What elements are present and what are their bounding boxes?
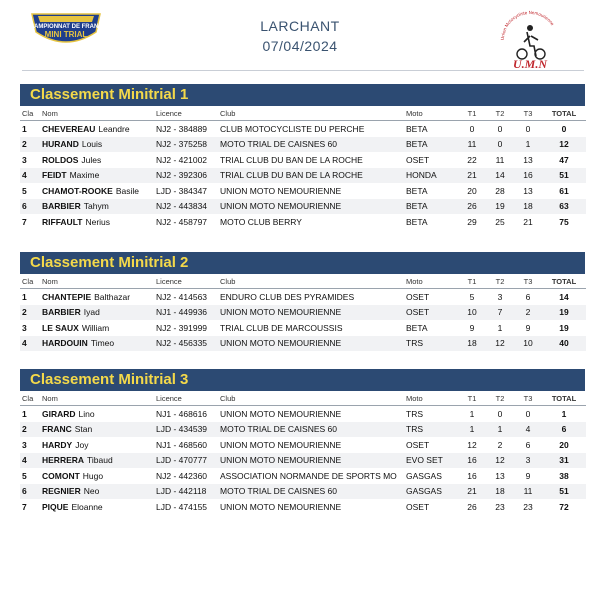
rank-cell: 3 [22, 322, 27, 333]
name-cell [42, 199, 156, 215]
name-cell [42, 320, 156, 336]
score-t1-cell: 26 [458, 199, 486, 215]
licence-cell: NJ2 - 456335 [156, 336, 220, 352]
score-t3-cell: 6 [525, 291, 531, 302]
name-cell [42, 453, 156, 469]
name-cell [42, 121, 156, 137]
last-name: HARDOUIN [42, 338, 88, 349]
first-name: Nerius [85, 216, 111, 227]
first-name: Lino [78, 408, 95, 419]
name-cell [42, 289, 156, 305]
column-header-club: Club [220, 274, 406, 289]
score-t2-cell: 11 [495, 154, 505, 165]
rank-cell: 1 [22, 291, 27, 302]
first-name: Timeo [90, 338, 115, 349]
column-header-t3: T3 [514, 274, 542, 289]
score-t3-cell: 9 [525, 470, 531, 481]
rank-cell: 6 [20, 484, 42, 500]
total-cell: 20 [559, 439, 569, 450]
score-t3-cell: 6 [525, 439, 531, 450]
score-t3-cell: 9 [525, 322, 531, 333]
score-t3-cell: 16 [514, 168, 542, 184]
first-name: Iyad [83, 307, 100, 318]
page-header [0, 0, 600, 80]
column-header-moto: Moto [406, 391, 458, 406]
name-cell [42, 152, 156, 168]
name-cell [42, 499, 156, 515]
moto-cell: BETA [406, 123, 428, 134]
rank-cell: 1 [22, 123, 27, 134]
total-cell: 19 [542, 305, 586, 321]
licence-cell: LJD - 474155 [156, 501, 208, 512]
licence-cell: NJ2 - 375258 [156, 137, 220, 153]
rank-cell: 7 [22, 216, 27, 227]
last-name: FEIDT [42, 170, 67, 181]
column-header-licence: Licence [156, 106, 220, 121]
score-t1-cell: 0 [469, 123, 475, 134]
table-row [20, 137, 586, 153]
licence-cell: NJ2 - 421002 [156, 154, 208, 165]
club-cell: UNION MOTO NEMOURIENNE [220, 501, 342, 512]
score-t2-cell: 18 [486, 484, 514, 500]
rank-cell: 2 [20, 305, 42, 321]
first-name: Tibaud [87, 455, 113, 466]
column-header-cla: Cla [20, 391, 42, 406]
column-header-total: TOTAL [542, 106, 586, 121]
score-t1-cell: 16 [458, 453, 486, 469]
licence-cell: LJD - 470777 [156, 453, 220, 469]
moto-cell: OSET [406, 305, 458, 321]
last-name: HERRERA [42, 455, 85, 466]
name-cell [42, 137, 156, 153]
name-cell [42, 406, 156, 422]
total-cell: 51 [542, 484, 586, 500]
total-cell: 19 [559, 322, 569, 333]
score-t1-cell: 1 [458, 422, 486, 438]
score-t1-cell: 10 [458, 305, 486, 321]
moto-cell: OSET [406, 154, 430, 165]
rank-cell: 6 [20, 199, 42, 215]
licence-cell: NJ2 - 392306 [156, 168, 220, 184]
score-t1-cell: 29 [467, 216, 477, 227]
club-cell: MOTO CLUB BERRY [220, 216, 302, 227]
section-title: Classement Minitrial 3 [20, 369, 585, 391]
first-name: Tahym [83, 201, 109, 212]
club-cell: CLUB MOTOCYCLISTE DU PERCHE [220, 123, 365, 134]
section-title: Classement Minitrial 1 [20, 84, 585, 106]
page-title: LARCHANT [260, 18, 340, 34]
moto-cell: BETA [406, 199, 458, 215]
column-header-licence: Licence [156, 391, 220, 406]
rank-cell: 1 [22, 408, 27, 419]
column-header-licence: Licence [156, 274, 220, 289]
total-cell: 40 [542, 336, 586, 352]
moto-cell: TRS [406, 422, 458, 438]
first-name: Eloanne [71, 501, 103, 512]
total-cell: 1 [561, 408, 567, 419]
table-row [20, 183, 586, 199]
last-name: FRANC [42, 424, 72, 435]
last-name: PIQUE [42, 501, 69, 512]
first-name: Jules [81, 154, 102, 165]
name-cell [42, 484, 156, 500]
score-t2-cell: 12 [486, 453, 514, 469]
table-row [20, 320, 586, 336]
club-cell: MOTO TRIAL DE CAISNES 60 [220, 484, 406, 500]
score-t1-cell: 11 [458, 137, 486, 153]
total-cell: 47 [559, 154, 569, 165]
total-cell: 38 [559, 470, 569, 481]
name-cell [42, 468, 156, 484]
moto-cell: BETA [406, 137, 458, 153]
rank-cell: 2 [20, 422, 42, 438]
club-cell: TRIAL CLUB DU BAN DE LA ROCHE [220, 168, 406, 184]
first-name: Basile [115, 185, 139, 196]
club-cell: MOTO TRIAL DE CAISNES 60 [220, 422, 406, 438]
column-header-nom: Nom [42, 274, 156, 289]
licence-cell: NJ2 - 442360 [156, 470, 208, 481]
score-t2-cell: 3 [497, 291, 503, 302]
ranking-table [20, 106, 586, 230]
club-cell: TRIAL CLUB DU BAN DE LA ROCHE [220, 154, 363, 165]
first-name: Joy [75, 439, 89, 450]
score-t3-cell: 10 [514, 336, 542, 352]
licence-cell: LJD - 434539 [156, 422, 220, 438]
score-t2-cell: 14 [486, 168, 514, 184]
score-t2-cell: 0 [497, 408, 503, 419]
licence-cell: NJ2 - 384889 [156, 123, 208, 134]
moto-cell: BETA [406, 322, 428, 333]
table-row [20, 152, 586, 168]
column-header-cla: Cla [20, 274, 42, 289]
moto-cell: OSET [406, 439, 430, 450]
score-t1-cell: 20 [467, 185, 477, 196]
rank-cell: 7 [22, 501, 27, 512]
score-t3-cell: 3 [514, 453, 542, 469]
table-row [20, 168, 586, 184]
column-header-t1: T1 [458, 274, 486, 289]
club-cell: MOTO TRIAL DE CAISNES 60 [220, 137, 406, 153]
column-header-t3: T3 [514, 391, 542, 406]
score-t2-cell: 12 [486, 336, 514, 352]
total-cell: 63 [542, 199, 586, 215]
moto-cell: BETA [406, 216, 428, 227]
name-cell [42, 422, 156, 438]
score-t1-cell: 12 [467, 439, 477, 450]
table-row [20, 199, 586, 215]
score-t3-cell: 13 [523, 185, 533, 196]
score-t2-cell: 28 [495, 185, 505, 196]
moto-cell: GASGAS [406, 470, 442, 481]
last-name: REGNIER [42, 486, 81, 497]
table-row [20, 305, 586, 321]
name-cell [42, 336, 156, 352]
club-cell: TRIAL CLUB DE MARCOUSSIS [220, 322, 343, 333]
ranking-section-3 [20, 369, 585, 515]
moto-cell: BETA [406, 185, 428, 196]
rank-cell: 4 [20, 168, 42, 184]
header-divider [22, 70, 584, 71]
last-name: CHANTEPIE [42, 291, 92, 302]
total-cell: 72 [559, 501, 569, 512]
club-cell: UNION MOTO NEMOURIENNE [220, 305, 406, 321]
logo-arc-text: Union Motocycliste Nemourienne [499, 9, 556, 41]
moto-cell: OSET [406, 291, 430, 302]
table-row [20, 121, 586, 137]
column-header-t1: T1 [458, 391, 486, 406]
last-name: HARDY [42, 439, 73, 450]
club-cell: UNION MOTO NEMOURIENNE [220, 199, 406, 215]
first-name: Leandre [98, 123, 130, 134]
last-name: CHAMOT-ROOKE [42, 185, 113, 196]
column-header-t1: T1 [458, 106, 486, 121]
licence-cell: NJ2 - 458797 [156, 216, 208, 227]
logo-line-1: CHAMPIONNAT DE FRANCE [25, 24, 107, 30]
last-name: COMONT [42, 470, 80, 481]
first-name: Stan [74, 424, 93, 435]
first-name: William [81, 322, 110, 333]
score-t1-cell: 9 [469, 322, 475, 333]
moto-cell: GASGAS [406, 484, 458, 500]
score-t2-cell: 0 [486, 137, 514, 153]
logo-line-2: MINI TRIAL [44, 30, 88, 39]
last-name: BARBIER [42, 201, 81, 212]
club-cell: UNION MOTO NEMOURIENNE [220, 408, 342, 419]
score-t3-cell: 18 [514, 199, 542, 215]
score-t1-cell: 21 [458, 484, 486, 500]
score-t2-cell: 13 [495, 470, 505, 481]
name-cell [42, 305, 156, 321]
table-row [20, 453, 586, 469]
table-row [20, 484, 586, 500]
total-cell: 12 [542, 137, 586, 153]
column-header-club: Club [220, 391, 406, 406]
event-date: 07/04/2024 [262, 38, 338, 54]
column-header-nom: Nom [42, 106, 156, 121]
rank-cell: 3 [22, 154, 27, 165]
licence-cell: LJD - 442118 [156, 484, 220, 500]
last-name: ROLDOS [42, 154, 79, 165]
licence-cell: NJ2 - 443834 [156, 199, 220, 215]
licence-cell: NJ1 - 449936 [156, 305, 220, 321]
table-row [20, 422, 586, 438]
table-row [20, 468, 586, 484]
score-t3-cell: 4 [514, 422, 542, 438]
club-cell: UNION MOTO NEMOURIENNE [220, 439, 342, 450]
score-t1-cell: 26 [467, 501, 477, 512]
first-name: Maxime [69, 170, 100, 181]
column-header-moto: Moto [406, 274, 458, 289]
score-t3-cell: 0 [525, 408, 531, 419]
first-name: Louis [81, 139, 103, 150]
club-cell: UNION MOTO NEMOURIENNE [220, 185, 342, 196]
column-header-t2: T2 [486, 274, 514, 289]
rank-cell: 5 [22, 470, 27, 481]
score-t2-cell: 1 [497, 322, 503, 333]
table-row [20, 499, 586, 515]
ranking-section-2 [20, 252, 585, 351]
column-header-total: TOTAL [542, 391, 586, 406]
table-row [20, 289, 586, 305]
score-t1-cell: 21 [458, 168, 486, 184]
total-cell: 61 [559, 185, 569, 196]
table-row [20, 214, 586, 230]
rank-cell: 4 [20, 336, 42, 352]
table-header-row [20, 106, 586, 121]
column-header-cla: Cla [20, 106, 42, 121]
table-row [20, 406, 586, 422]
last-name: HURAND [42, 139, 79, 150]
moto-cell: TRS [406, 336, 458, 352]
licence-cell: NJ2 - 391999 [156, 322, 208, 333]
score-t2-cell: 19 [486, 199, 514, 215]
rank-cell: 5 [22, 185, 27, 196]
score-t1-cell: 22 [467, 154, 477, 165]
column-header-club: Club [220, 106, 406, 121]
total-cell: 31 [542, 453, 586, 469]
score-t3-cell: 2 [514, 305, 542, 321]
ranking-table [20, 274, 586, 351]
licence-cell: LJD - 384347 [156, 185, 208, 196]
score-t3-cell: 0 [525, 123, 531, 134]
score-t2-cell: 0 [497, 123, 503, 134]
first-name: Balthazar [94, 291, 131, 302]
last-name: RIFFAULT [42, 216, 83, 227]
logo-umn-text: U.M.N [512, 57, 548, 70]
club-cell: ASSOCIATION NORMANDE DE SPORTS MO [220, 470, 397, 481]
moto-cell: OSET [406, 501, 430, 512]
first-name: Neo [83, 486, 100, 497]
section-title: Classement Minitrial 2 [20, 252, 585, 274]
total-cell: 14 [559, 291, 569, 302]
umn-logo [494, 6, 566, 70]
column-header-nom: Nom [42, 391, 156, 406]
table-row [20, 336, 586, 352]
club-cell: UNION MOTO NEMOURIENNE [220, 336, 406, 352]
last-name: CHEVEREAU [42, 123, 96, 134]
total-cell: 51 [542, 168, 586, 184]
score-t1-cell: 16 [467, 470, 477, 481]
rank-cell: 2 [20, 137, 42, 153]
last-name: GIRARD [42, 408, 76, 419]
score-t3-cell: 13 [523, 154, 533, 165]
score-t2-cell: 7 [486, 305, 514, 321]
moto-cell: HONDA [406, 168, 458, 184]
last-name: BARBIER [42, 307, 81, 318]
score-t3-cell: 23 [523, 501, 533, 512]
table-header-row [20, 391, 586, 406]
rank-cell: 3 [22, 439, 27, 450]
name-cell [42, 183, 156, 199]
licence-cell: NJ1 - 468560 [156, 439, 208, 450]
name-cell [42, 214, 156, 230]
column-header-t2: T2 [486, 391, 514, 406]
rank-cell: 4 [20, 453, 42, 469]
score-t1-cell: 5 [469, 291, 475, 302]
column-header-moto: Moto [406, 106, 458, 121]
column-header-t2: T2 [486, 106, 514, 121]
licence-cell: NJ1 - 468616 [156, 408, 208, 419]
first-name: Hugo [82, 470, 104, 481]
score-t3-cell: 11 [514, 484, 542, 500]
total-cell: 6 [542, 422, 586, 438]
total-cell: 0 [561, 123, 567, 134]
total-cell: 75 [559, 216, 569, 227]
column-header-total: TOTAL [542, 274, 586, 289]
score-t1-cell: 1 [469, 408, 475, 419]
score-t3-cell: 21 [523, 216, 533, 227]
club-cell: ENDURO CLUB DES PYRAMIDES [220, 291, 355, 302]
ranking-table [20, 391, 586, 515]
name-cell [42, 437, 156, 453]
score-t2-cell: 2 [497, 439, 503, 450]
score-t3-cell: 1 [514, 137, 542, 153]
score-t2-cell: 1 [486, 422, 514, 438]
column-header-t3: T3 [514, 106, 542, 121]
last-name: LE SAUX [42, 322, 79, 333]
moto-cell: TRS [406, 408, 423, 419]
table-row [20, 437, 586, 453]
score-t2-cell: 23 [495, 501, 505, 512]
score-t2-cell: 25 [495, 216, 505, 227]
table-header-row [20, 274, 586, 289]
score-t1-cell: 18 [458, 336, 486, 352]
licence-cell: NJ2 - 414563 [156, 291, 208, 302]
name-cell [42, 168, 156, 184]
moto-cell: EVO SET [406, 453, 458, 469]
ranking-section-1 [20, 84, 585, 230]
club-cell: UNION MOTO NEMOURIENNE [220, 453, 406, 469]
